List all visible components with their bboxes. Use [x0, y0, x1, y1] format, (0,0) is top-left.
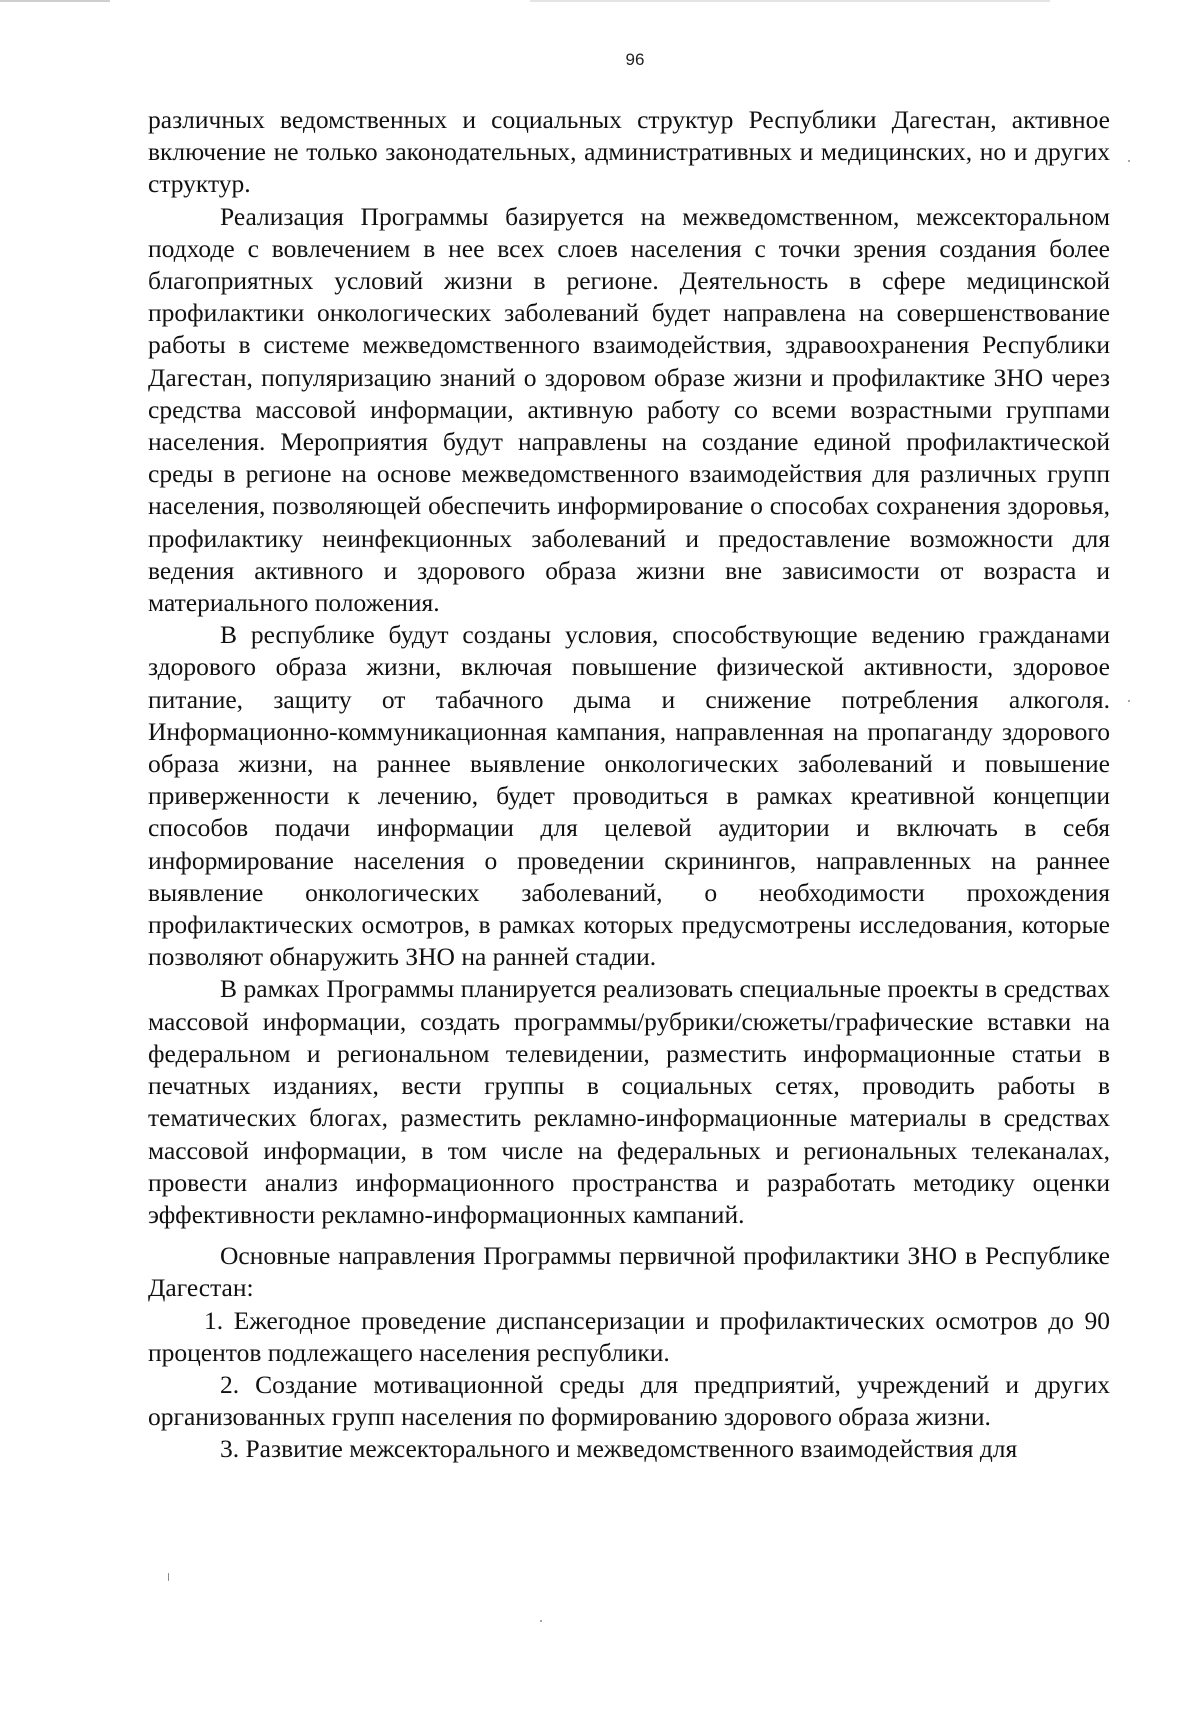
paragraph-healthy-lifestyle-conditions: В республике будут созданы условия, способствующие ведению гражданами здорового образа жизни, включая повышение физической активности, здоровое питание, защиту от табачного дыма и снижение потребления алкоголя. Информационно-коммуникационная кампания, направленная на пропаганду здорового образа жизни, на раннее выявление онкологических заболеваний и повышение приверженности к лечению, будет проводиться в рамках креативной концепции способов подачи информации для целевой аудитории и включать в себя информирование населения о проведении скринингов, направленных на раннее выявление онкологических заболеваний, о необходимости прохождения профилактических осмотров, в рамках которых предусмотрены исследования, которые позволяют обнаружить ЗНО на ранней стадии. [148, 620, 1110, 972]
scan-edge-top-center [530, 0, 1050, 2]
scan-speck [540, 1620, 542, 1622]
list-item-1: 1. Ежегодное проведение диспансеризации и профилактических осмотров до 90 процентов подлежащего населения республики. [148, 1305, 1110, 1367]
scan-speck [168, 1573, 169, 1581]
page-number: 96 [625, 50, 645, 69]
paragraph-media-projects: В рамках Программы планируется реализовать специальные проекты в средствах массовой информации, создать программы/рубрики/сюжеты/графические вставки на федеральном и региональном телевидении, разместить информационные статьи в печатных изданиях, вести группы в социальных сетях, проводить работы в тематических блогах, разместить рекламно-информационные материалы в средствах массовой информации, в том числе на федеральных и региональных телеканалах, провести анализ информационного пространства и разработать методику оценки эффективности рекламно-информационных кампаний. [148, 974, 1110, 1229]
paragraph-continuation: различных ведомственных и социальных структур Республики Дагестан, активное включение не только законодательных, административных и медицинских, но и других структур. [148, 105, 1110, 199]
paragraph-main-directions: Основные направления Программы первичной профилактики ЗНО в Республике Дагестан: [148, 1241, 1110, 1303]
paragraph-program-implementation: Реализация Программы базируется на межведомственном, межсекторальном подходе с вовлечением в нее всех слоев населения с точки зрения создания более благоприятных условий жизни в регионе. Деятельность в сфере медицинской профилактики онкологических заболеваний будет направлена на совершенствование работы в системе межведомственного взаимодействия, здравоохранения Республики Дагестан, популяризацию знаний о здоровом образе жизни и профилактике ЗНО через средства массовой информации, активную работу со всеми возрастными группами населения. Мероприятия будут направлены на создание единой профилактической среды в регионе на основе межведомственного взаимодействия для различных групп населения, позволяющей обеспечить информирование о способах сохранения здоровья, профилактику неинфекционных заболеваний и предоставление возможности для ведения активного и здорового образа жизни вне зависимости от возраста и материального положения. [148, 201, 1110, 618]
list-item-2: 2. Создание мотивационной среды для предприятий, учреждений и других организованных групп населения по формированию здорового образа жизни. [148, 1369, 1110, 1432]
list-item-3: 3. Развитие межсекторального и межведомственного взаимодействия для [220, 1434, 1018, 1464]
scan-edge-top-left [0, 0, 110, 2]
document-body [148, 104, 1110, 1466]
scan-speck [1128, 160, 1130, 162]
scan-speck [1128, 700, 1130, 702]
